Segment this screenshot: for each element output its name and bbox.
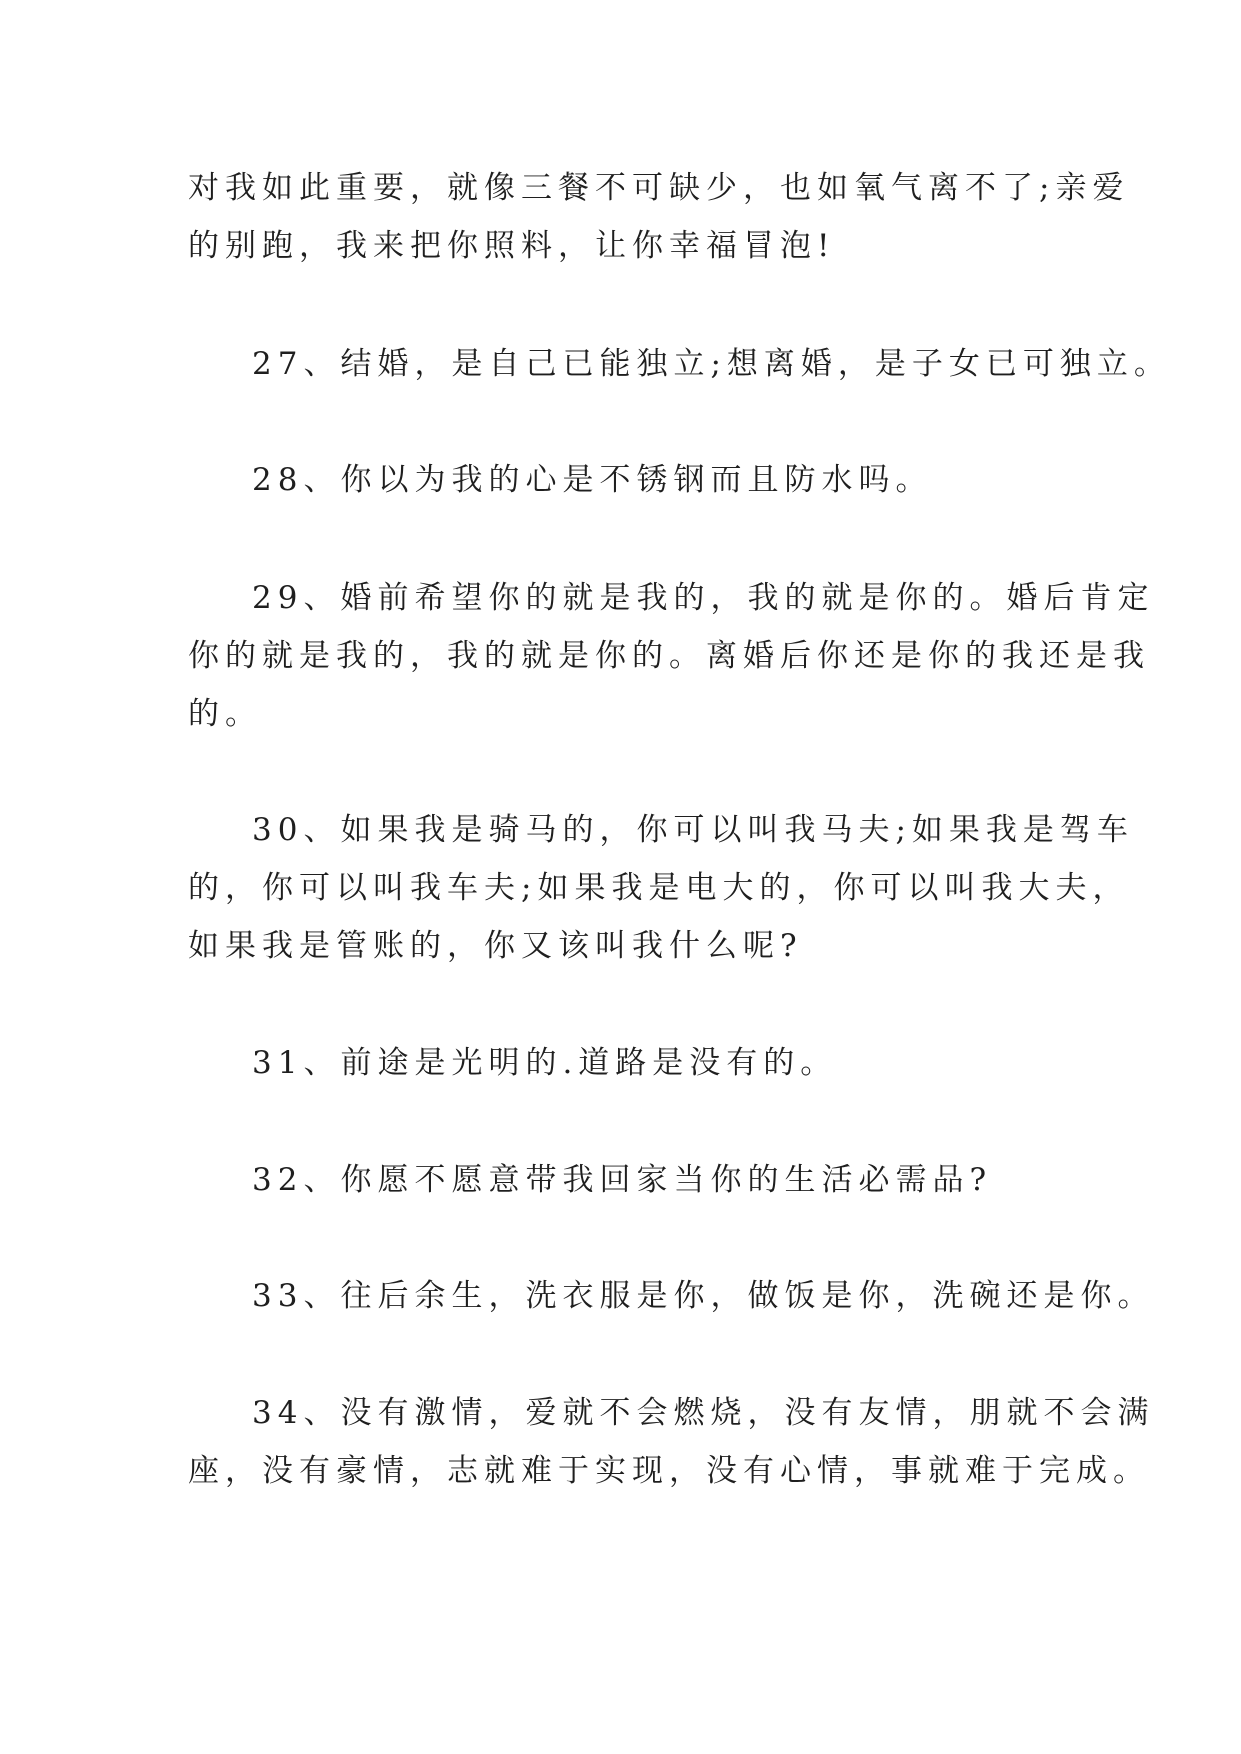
list-item-32: 32、你愿不愿意带我回家当你的生活必需品? [252, 1162, 993, 1198]
list-item-27: 27、结婚，是自己已能独立;想离婚，是子女已可独立。 [252, 346, 1171, 382]
text-line: 座，没有豪情，志就难于实现，没有心情，事就难于完成。 [188, 1453, 1150, 1489]
text-line: 对我如此重要，就像三餐不可缺少，也如氧气离不了;亲爱 [188, 170, 1130, 206]
list-item-30: 30、如果我是骑马的，你可以叫我马夫;如果我是驾车 [252, 812, 1134, 848]
list-item-31: 31、前途是光明的.道路是没有的。 [252, 1045, 838, 1081]
text-line: 的。 [188, 696, 262, 732]
list-item-29: 29、婚前希望你的就是我的，我的就是你的。婚后肯定 [252, 580, 1155, 616]
text-line: 你的就是我的，我的就是你的。离婚后你还是你的我还是我 [188, 638, 1150, 674]
list-item-34: 34、没有激情，爱就不会燃烧，没有友情，朋就不会满 [252, 1395, 1155, 1431]
list-item-28: 28、你以为我的心是不锈钢而且防水吗。 [252, 462, 933, 498]
text-line: 的，你可以叫我车夫;如果我是电大的，你可以叫我大夫， [188, 870, 1130, 906]
text-line: 的别跑，我来把你照料，让你幸福冒泡! [188, 228, 836, 264]
list-item-33: 33、往后余生，洗衣服是你，做饭是你，洗碗还是你。 [252, 1278, 1155, 1314]
text-line: 如果我是管账的，你又该叫我什么呢? [188, 928, 803, 964]
